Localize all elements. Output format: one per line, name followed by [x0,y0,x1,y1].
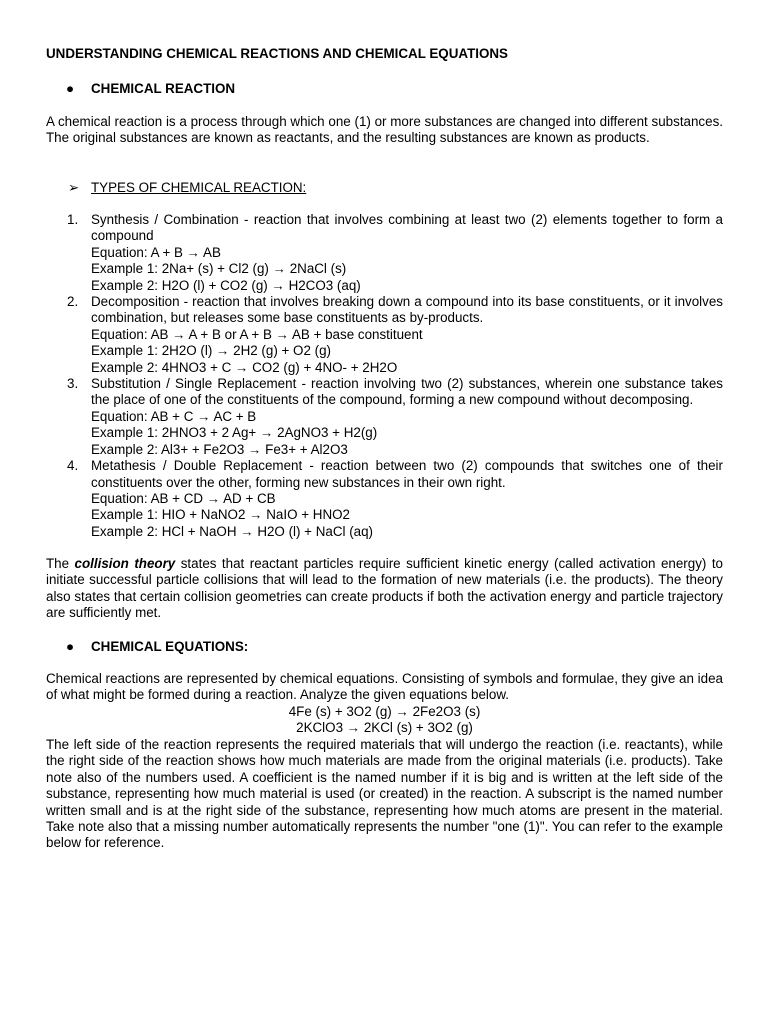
list-item-number: 2. [67,294,79,310]
arrow-bullet-icon: ➢ [68,180,80,195]
list-item-description: Substitution / Single Replacement - reaction involving two (2) substances, wherein one substance takes the place of one of the constituents of the compound, forming a new compound without decomposing. [91,376,723,408]
list-item-equation: Equation: AB → A + B or A + B → AB + base constituent [91,326,423,342]
collision-theory-paragraph [46,556,723,622]
list-item-description: Synthesis / Combination - reaction that involves combining at least two (2) elements together to form a compound [91,212,723,244]
example-equation-2: 2KClO3 → 2KCl (s) + 3O2 (g) [296,720,473,735]
chemical-reaction-paragraph: A chemical reaction is a process through which one (1) or more substances are changed into different substances. The original substances are known as reactants, and the resulting substances are known as products. [46,114,723,146]
list-item-example-1: Example 1: 2H2O (l) → 2H2 (g) + O2 (g) [91,343,331,359]
chemical-equations-intro: Chemical reactions are represented by chemical equations. Consisting of symbols and formulae, they give an idea of what might be formed during a reaction. Analyze the given equations below. [46,671,723,703]
equation-explanation-paragraph: The left side of the reaction represents the required materials that will undergo the reaction (i.e. reactants), while the right side of the reaction shows how much materials are made from the original materials (i.e. products). Take note also of the numbers used. A coefficient is the named number if it is big and is written at the left side of the substance, representing how much material is used (or created) in the reaction. A subscript is the named number written small and is at the right side of the substance, representing how much atoms are present in the material. Take note also that a missing number automatically represents the number "one (1)". You can refer to the example below for reference. [46,737,723,851]
list-item [67,212,723,294]
list-item-number: 1. [67,212,79,227]
list-item-description: Metathesis / Double Replacement - reaction between two (2) compounds that switches one of their constituents over the other, forming new substances in their own right. [91,458,723,490]
document-title: UNDERSTANDING CHEMICAL REACTIONS AND CHEMICAL EQUATIONS [46,46,508,61]
list-item-equation: Equation: AB + C → AC + B [91,408,257,424]
bullet-icon: ● [66,81,75,96]
list-item-example-2: Example 2: 4HNO3 + C → CO2 (g) + 4NO- + 2H2O [91,359,398,375]
list-item-equation: Equation: AB + CD → AD + CB [91,490,276,506]
reaction-types-list [0,212,768,540]
list-item-number: 3. [67,376,79,392]
list-item-example-1: Example 1: 2Na+ (s) + Cl2 (g) → 2NaCl (s) [91,261,347,277]
list-item [67,376,723,458]
example-equation-1: 4Fe (s) + 3O2 (g) → 2Fe2O3 (s) [288,704,481,719]
list-item-description: Decomposition - reaction that involves breaking down a compound into its base constituents, or it involves combination, but releases some base constituents as by-products. [91,294,723,326]
list-item-example-2: Example 2: HCl + NaOH → H2O (l) + NaCl (aq) [91,523,374,539]
list-item-equation: Equation: A + B → AB [91,244,221,260]
list-item-example-1: Example 1: 2HNO3 + 2 Ag+ → 2AgNO3 + H2(g) [91,425,378,441]
list-item [67,294,723,376]
section-heading-text: CHEMICAL REACTION [91,81,236,96]
list-item-example-2: Example 2: Al3+ + Fe2O3 → Fe3+ + Al2O3 [91,441,348,457]
list-item-number: 4. [67,458,79,474]
section-heading-text: CHEMICAL EQUATIONS: [91,639,249,654]
bullet-icon: ● [66,639,75,654]
collision-theory-term: collision theory [74,556,176,571]
list-item-example-1: Example 1: HIO + NaNO2 → NaIO + HNO2 [91,507,350,523]
list-item-example-2: Example 2: H2O (l) + CO2 (g) → H2CO3 (aq) [91,277,361,293]
collision-text-after: states that reactant particles require sufficient kinetic energy (called activation energy) to initiate successful particle collisions that will lead to the formation of new materials (i.e. the products). The theory also states that certain collision geometries can create products if both the activation energy and particle trajectory are sufficiently met. [46,556,723,621]
types-heading-text: TYPES OF CHEMICAL REACTION: [91,180,307,195]
list-item [67,458,723,540]
collision-text-before: The [46,556,75,571]
